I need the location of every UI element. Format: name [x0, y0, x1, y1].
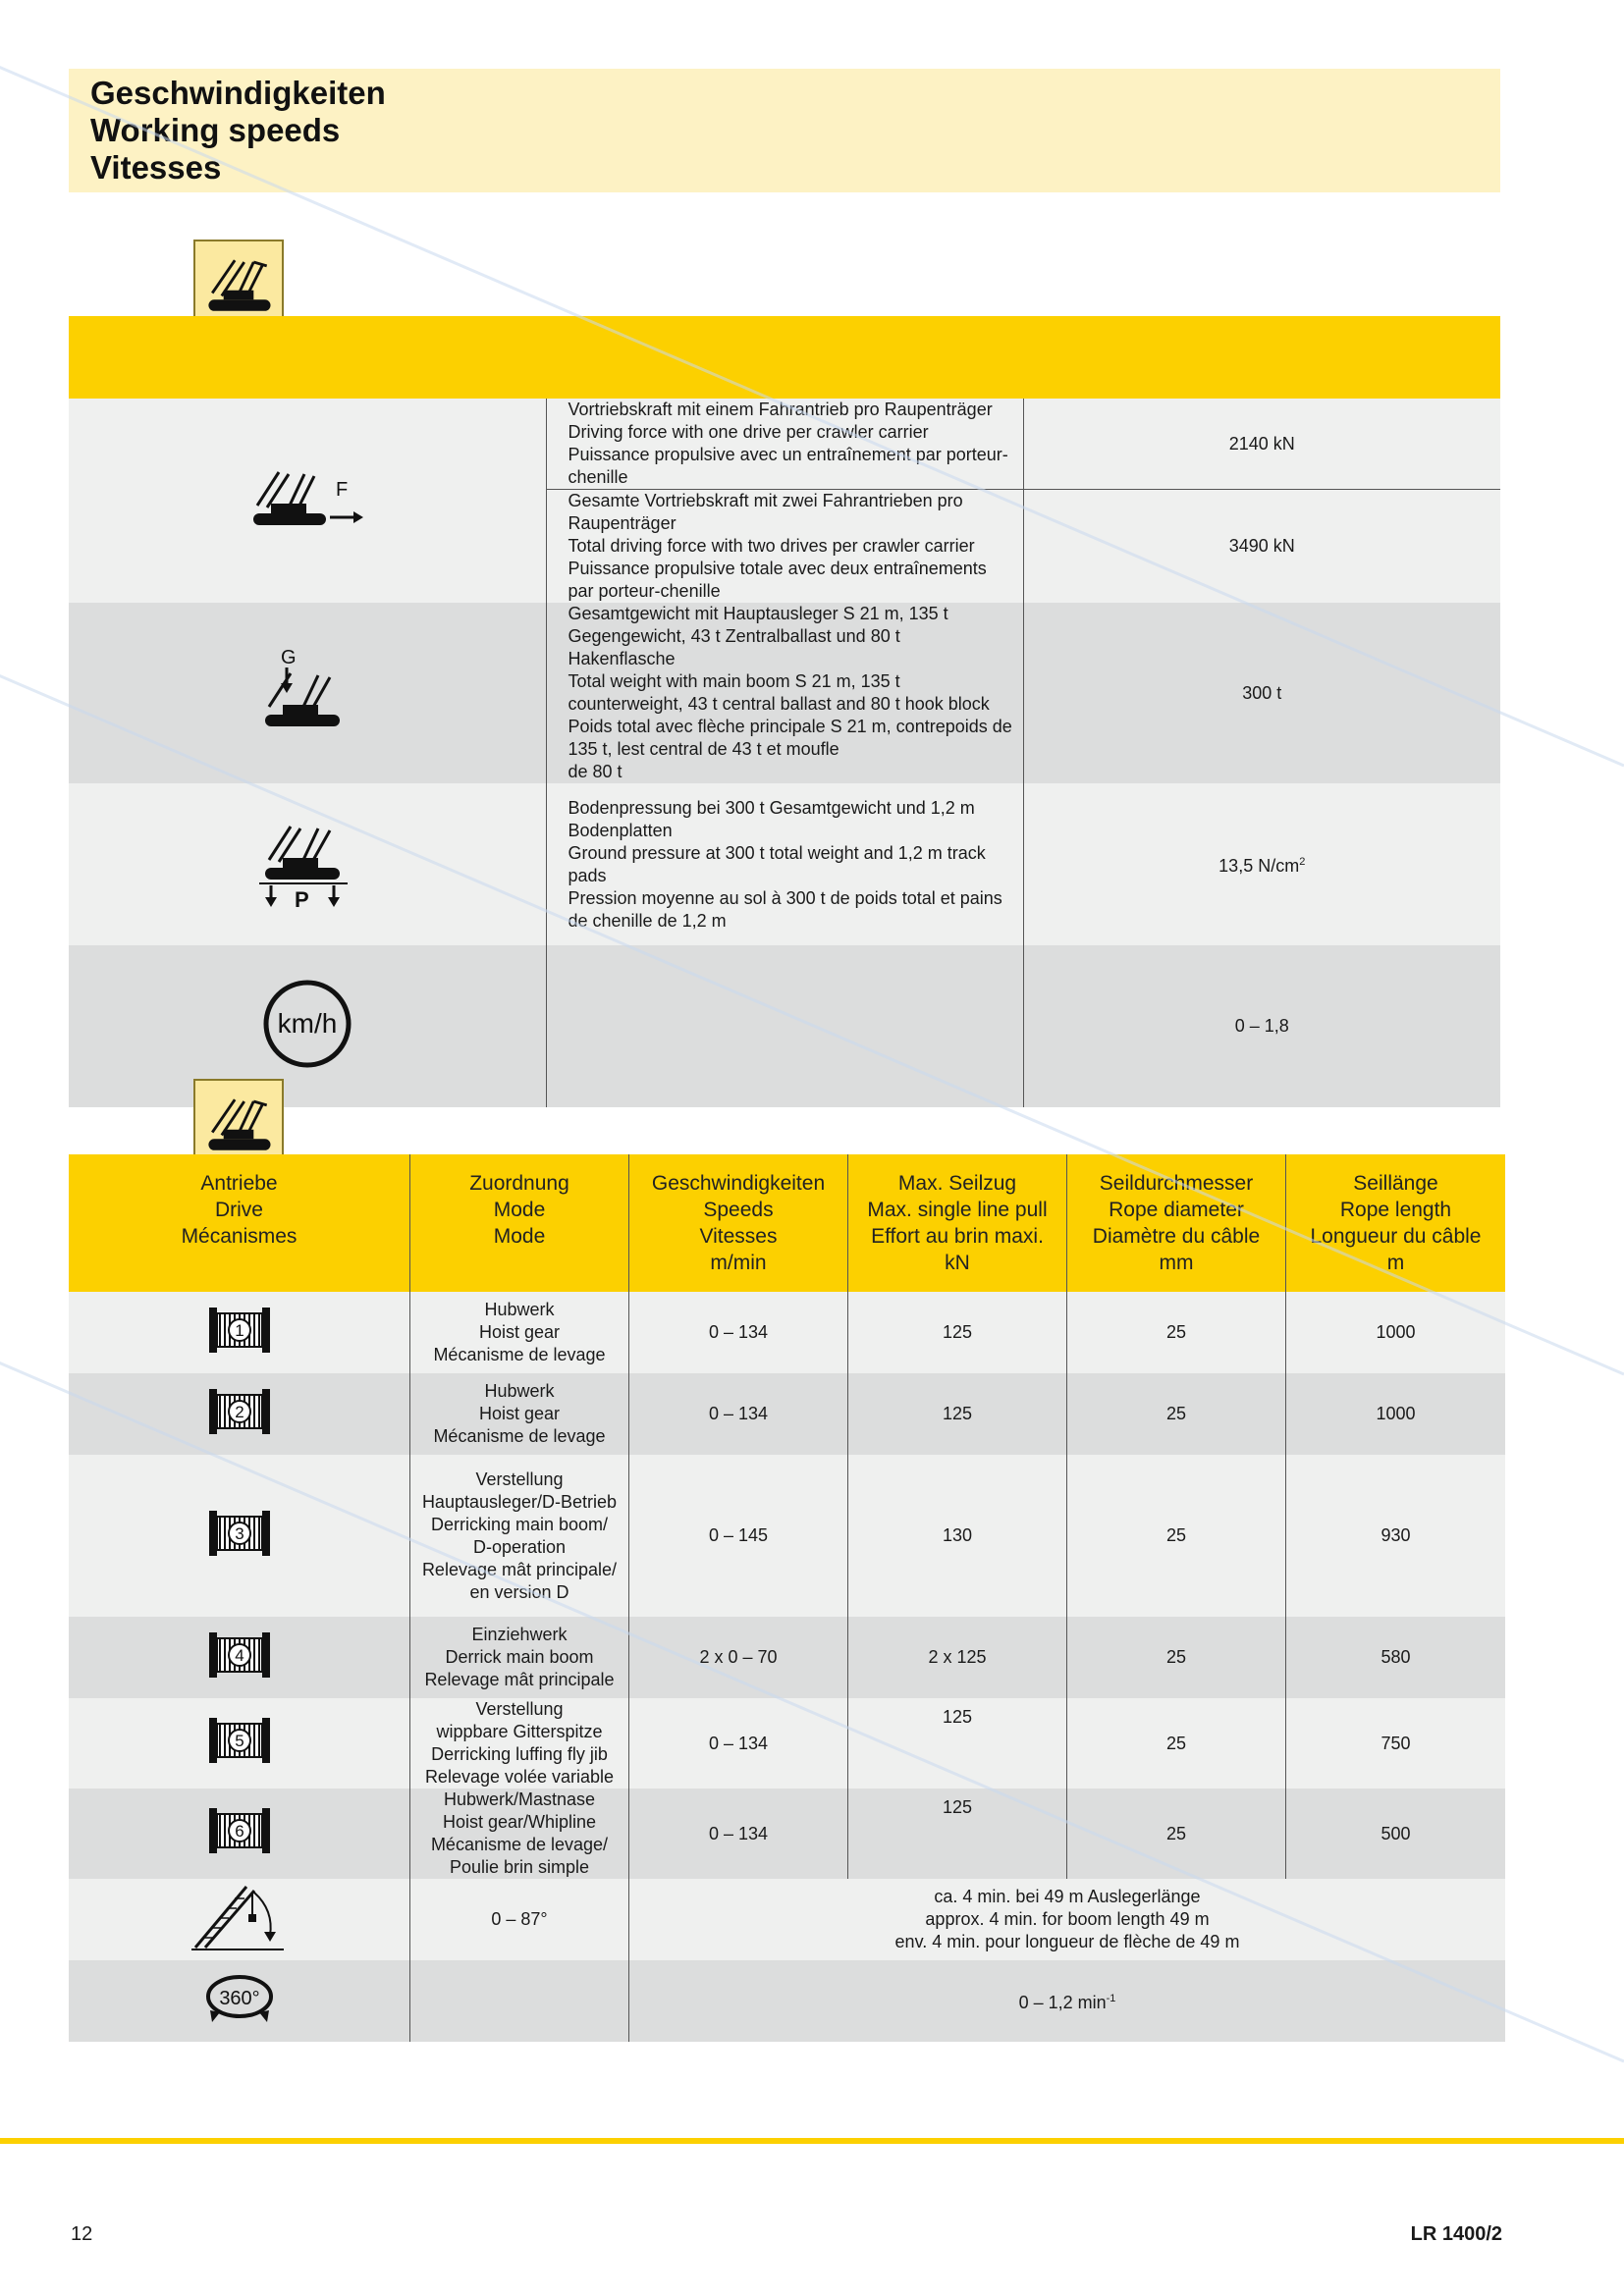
- kmh-speed-icon: [260, 977, 354, 1071]
- speed-cell: 0 – 134: [629, 1292, 848, 1373]
- driving-force-two-drives-text: Gesamte Vortriebskraft mit zwei Fahrantrieben pro Raupenträger Total driving force with two drives per crawler carrier Puissance propulsive totale avec deux entraînements par porteur-chenille: [546, 490, 1023, 604]
- svg-text:360°: 360°: [218, 1987, 260, 2009]
- diameter-cell: 25: [1067, 1292, 1286, 1373]
- weight-icon-cell: [69, 603, 546, 783]
- page-number: 12: [71, 2223, 93, 2245]
- winch-number: 6: [234, 1822, 244, 1841]
- travel-speed-text: [546, 945, 1023, 1107]
- diameter-cell: 25: [1067, 1617, 1286, 1698]
- table-row: [69, 1373, 1505, 1455]
- winch-number: 3: [234, 1523, 244, 1543]
- speed-cell: 0 – 145: [629, 1455, 848, 1617]
- crane-weight-icon: [253, 646, 361, 734]
- drives-table: [69, 1154, 1505, 2042]
- mode-cell: Hubwerk/Mastnase Hoist gear/Whipline Mécanisme de levage/ Poulie brin simple: [410, 1789, 629, 1879]
- svg-text:km/h: km/h: [277, 1007, 338, 1039]
- winch-5-icon: [207, 1716, 272, 1765]
- crane-driving-force-icon: [244, 458, 371, 537]
- total-weight-value: 300 t: [1242, 682, 1282, 703]
- winch-number: 4: [234, 1645, 244, 1665]
- pull-cell: 125: [848, 1292, 1067, 1373]
- table-row: [69, 1698, 1505, 1789]
- length-cell: 930: [1380, 1525, 1411, 1545]
- ground-pressure-value: 13,5 $N/cm^2$: [1218, 856, 1306, 876]
- table-row: [69, 1292, 1505, 1373]
- diameter-cell: 25: [1067, 1789, 1286, 1879]
- diameter-cell: 25: [1067, 1455, 1286, 1617]
- header-drive: Antriebe Drive Mécanismes: [69, 1154, 410, 1292]
- model-name: LR 1400/2: [1410, 2223, 1502, 2245]
- table-header-bar: [69, 316, 1500, 399]
- pull-cell: 130: [848, 1455, 1067, 1617]
- slewing-360-icon: [200, 1969, 279, 2028]
- title-block: [69, 69, 1500, 192]
- crane-ground-pressure-icon: [253, 813, 361, 911]
- svg-text:F: F: [335, 479, 348, 501]
- boom-luffing-icon: [186, 1881, 294, 1953]
- winch-4-icon: [207, 1630, 272, 1680]
- header-line-pull: Max. Seilzug Max. single line pull Effort au brin maxi. kN: [848, 1154, 1067, 1292]
- pull-cell: 125: [848, 1789, 1067, 1879]
- winch-number: 2: [234, 1402, 244, 1421]
- table-row: [69, 399, 1500, 490]
- table-row: [69, 1455, 1505, 1617]
- table-row: [69, 1879, 1505, 1960]
- total-weight-text: Gesamtgewicht mit Hauptausleger S 21 m, 135 t Gegengewicht, 43 t Zentralballast und 80 t Hakenflasche Total weight with main boom S 21 m, 135 t counterweight, 43 t central ballast and 80 t hook block Poids total avec flèche principale S 21 m, contrepoids de 135 t, lest central de 43 t et moufle de 80 t: [546, 603, 1023, 783]
- mode-cell: Verstellung wippbare Gitterspitze Derricking luffing fly jib Relevage volée variable: [410, 1698, 629, 1789]
- footer-divider: [0, 2138, 1624, 2144]
- speed-icon-cell: [69, 945, 546, 1107]
- mode-cell: Verstellung Hauptausleger/D-Betrieb Derricking main boom/ D-operation Relevage mât principale/ en version D: [410, 1455, 629, 1617]
- pull-cell: 2 x 125: [848, 1617, 1067, 1698]
- pull-cell: 125: [848, 1373, 1067, 1455]
- winch-number: 5: [234, 1732, 244, 1750]
- length-cell: 1000: [1376, 1404, 1416, 1423]
- driving-force-two-drives-value: 3490 kN: [1228, 536, 1295, 556]
- speed-cell: 0 – 134: [629, 1789, 848, 1879]
- svg-text:G: G: [280, 647, 297, 668]
- length-cell: 580: [1380, 1647, 1411, 1667]
- mode-cell: Einziehwerk Derrick main boom Relevage mât principale: [410, 1617, 629, 1698]
- diameter-cell: 25: [1067, 1373, 1286, 1455]
- ground-pressure-icon-cell: [69, 783, 546, 945]
- header-mode: Zuordnung Mode Mode: [410, 1154, 629, 1292]
- speed-cell: 0 – 134: [629, 1373, 848, 1455]
- diameter-cell: 25: [1067, 1698, 1286, 1789]
- length-cell: 750: [1380, 1733, 1411, 1753]
- header-rope-length: Seillänge Rope length Longueur du câble m: [1310, 1172, 1482, 1274]
- slewing-speed: 0 – 1,2 $\min^{-1}$: [1018, 1993, 1116, 2012]
- title-de: Geschwindigkeiten: [90, 75, 386, 111]
- winch-3-icon: [207, 1509, 272, 1558]
- winch-2-icon: [207, 1387, 272, 1436]
- header-speeds: Geschwindigkeiten Speeds Vitesses m/min: [629, 1154, 848, 1292]
- title-en: Working speeds: [90, 112, 341, 148]
- ground-pressure-text: Bodenpressung bei 300 t Gesamtgewicht und 1,2 m Bodenplatten Ground pressure at 300 t total weight and 1,2 m track pads Pression moyenne au sol à 300 t de poids total et pains de chenille de 1,2 m: [546, 783, 1023, 945]
- table-row: [69, 1617, 1505, 1698]
- mode-cell: Hubwerk Hoist gear Mécanisme de levage: [410, 1373, 629, 1455]
- length-cell: 500: [1380, 1823, 1411, 1843]
- winch-number: 1: [234, 1320, 244, 1340]
- length-cell: 1000: [1376, 1322, 1416, 1342]
- speed-cell: 2 x 0 – 70: [629, 1617, 848, 1698]
- header-rope-diameter: Seildurchmesser Rope diameter Diamètre du câble mm: [1067, 1154, 1286, 1292]
- luffing-range: 0 – 87°: [410, 1879, 629, 1960]
- driving-force-icon-cell: [69, 399, 546, 603]
- driving-force-one-drive-value: 2140 kN: [1023, 399, 1500, 490]
- winch-1-icon: [207, 1306, 272, 1355]
- travel-speed-value: 0 – 1,8: [1234, 1016, 1289, 1036]
- winch-6-icon: [207, 1806, 272, 1855]
- luffing-time: ca. 4 min. bei 49 m Auslegerlänge approx. 4 min. for boom length 49 m env. 4 min. pour longueur de flèche de 49 m: [894, 1887, 1240, 1951]
- table-row: [69, 783, 1500, 945]
- table-row: [69, 1789, 1505, 1879]
- svg-text:P: P: [294, 886, 309, 911]
- pull-cell: 125: [848, 1698, 1067, 1789]
- table-row: [69, 1960, 1505, 2042]
- title-fr: Vitesses: [90, 149, 222, 186]
- drives-table-header: [69, 1154, 1505, 1292]
- table-row: [69, 603, 1500, 783]
- mode-cell: Hubwerk Hoist gear Mécanisme de levage: [410, 1292, 629, 1373]
- crawler-travel-table: [69, 316, 1500, 1107]
- driving-force-one-drive-text: Vortriebskraft mit einem Fahrantrieb pro Raupenträger Driving force with one drive per crawler carrier Puissance propulsive avec un entraînement par porteur-chenille: [546, 399, 1023, 490]
- speed-cell: 0 – 134: [629, 1698, 848, 1789]
